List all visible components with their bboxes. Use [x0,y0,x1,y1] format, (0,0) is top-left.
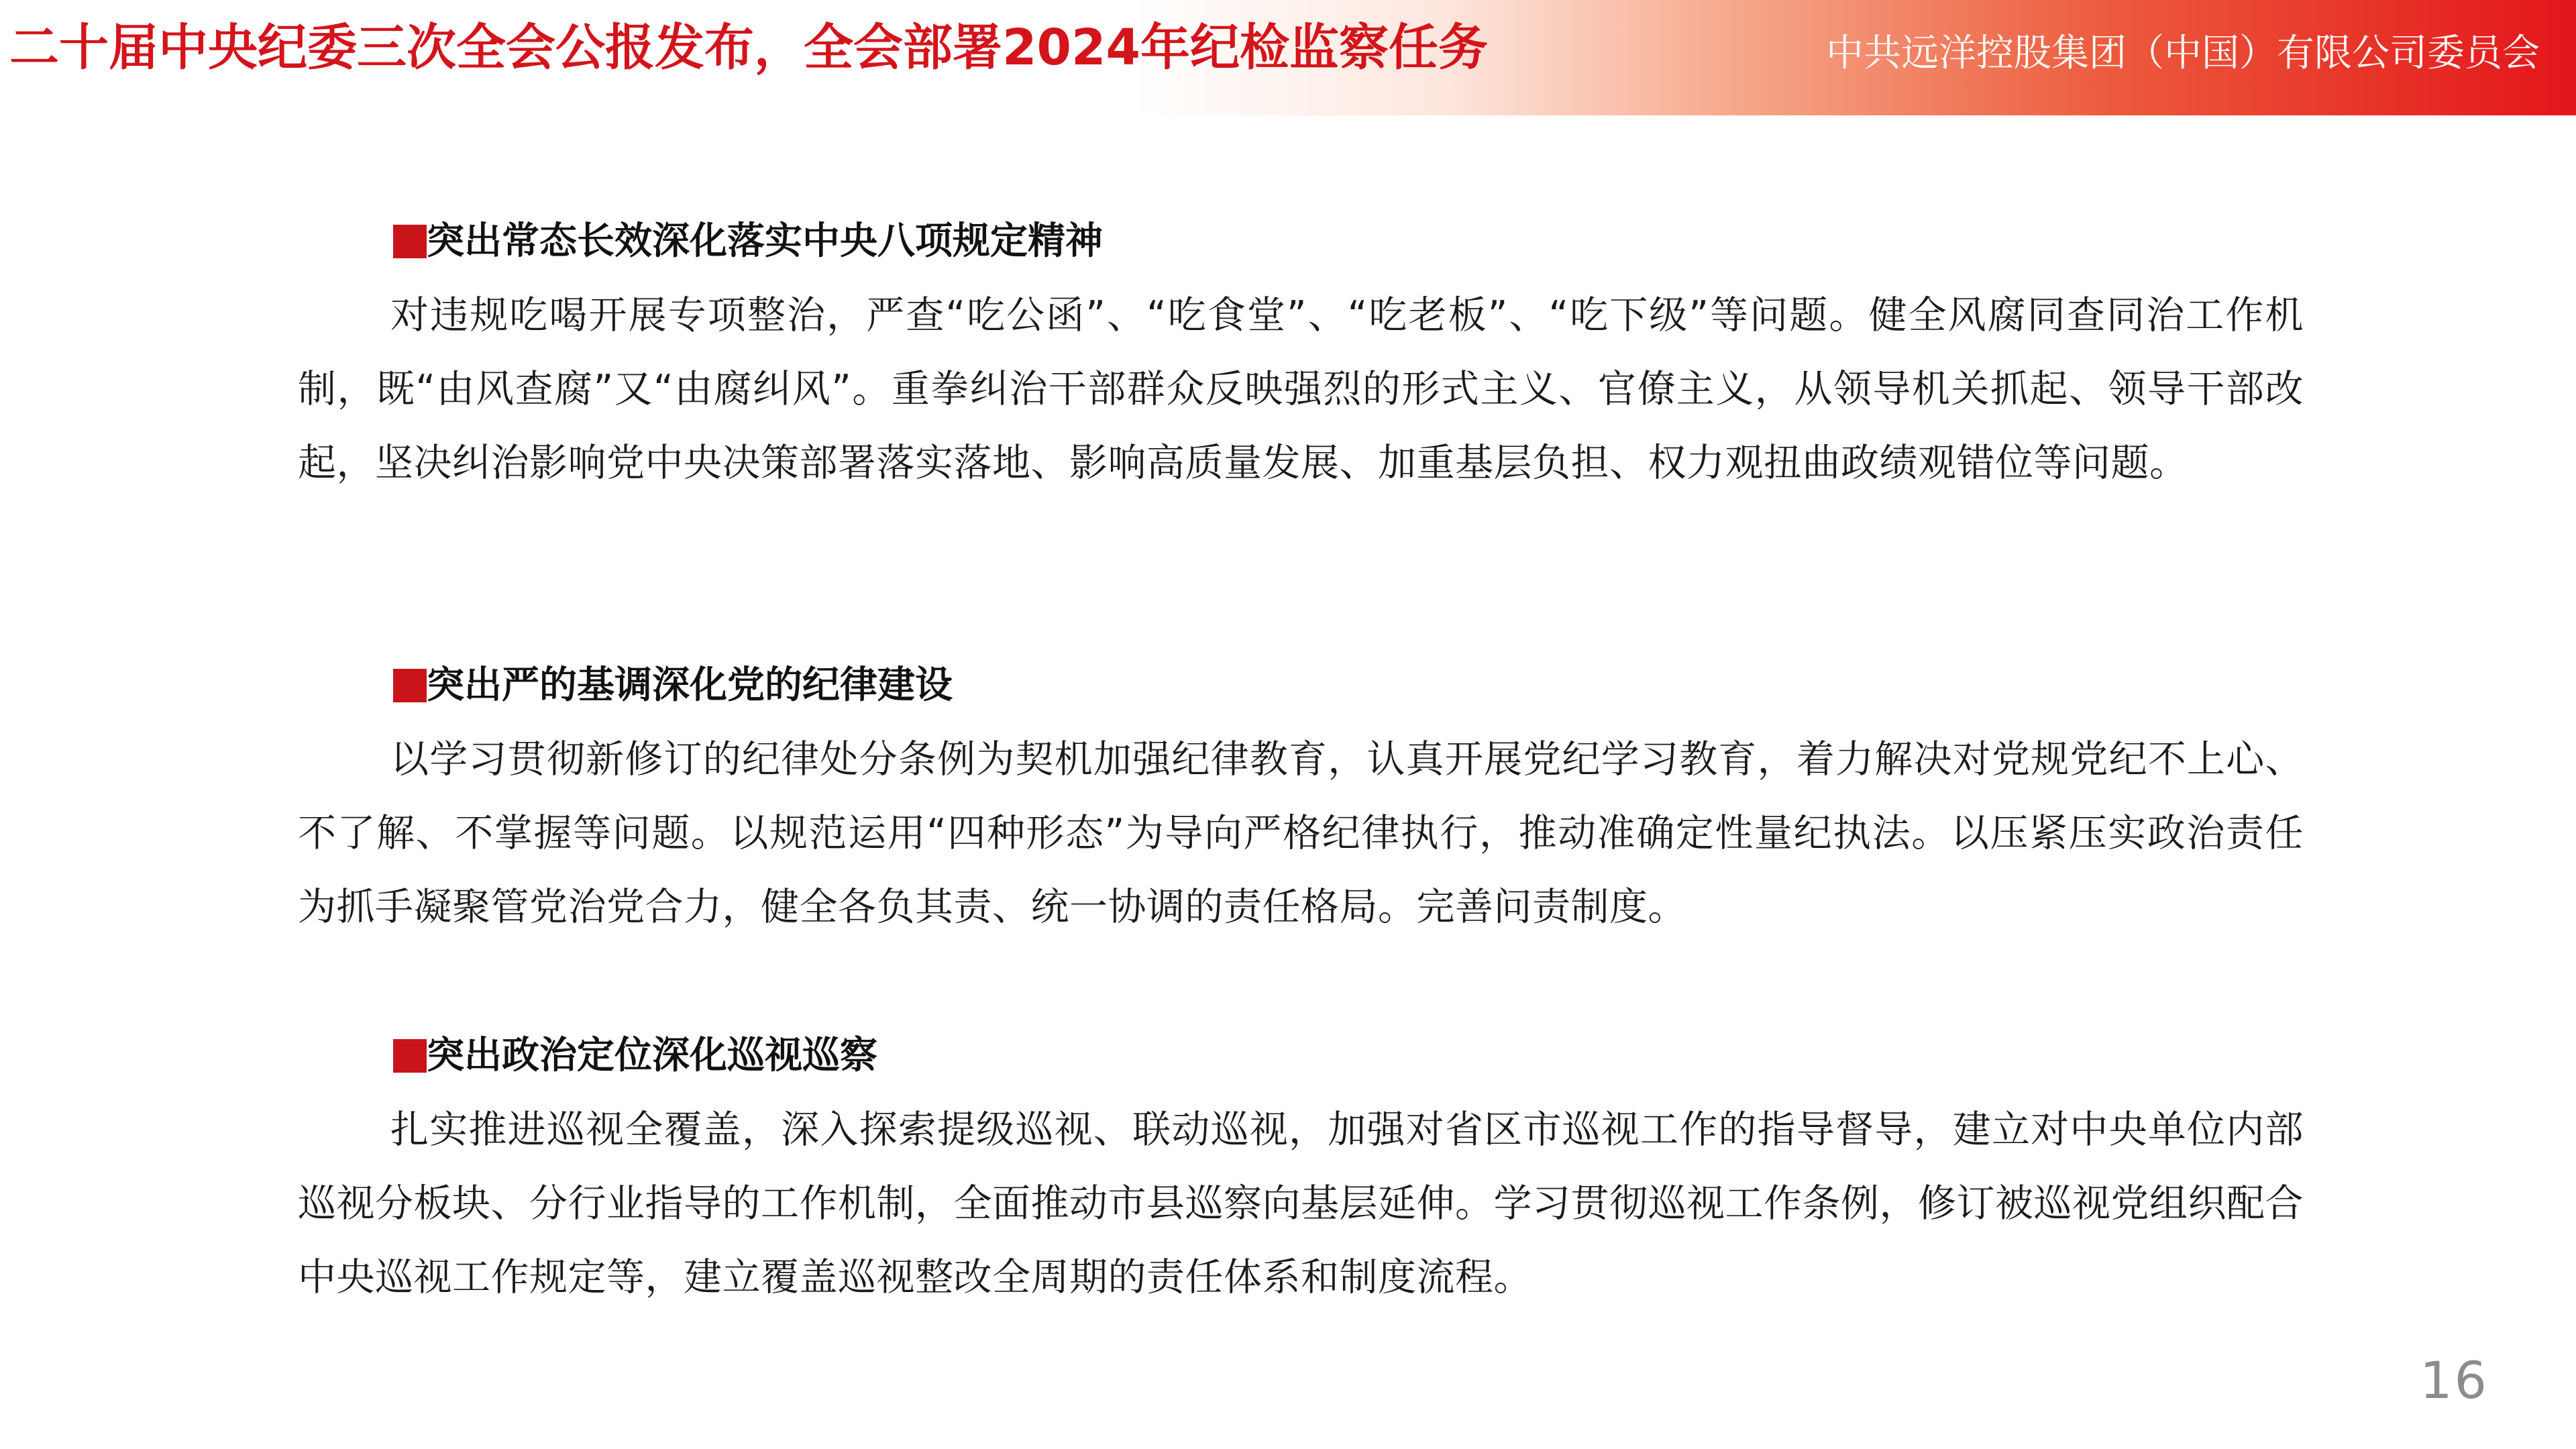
section-heading-text: 突出常态长效深化落实中央八项规定精神 [427,219,1103,263]
section-heading-text: 突出严的基调深化党的纪律建设 [427,663,953,707]
page-number: 16 [2420,1350,2489,1410]
section-3 [298,1019,2304,1314]
section-body: 对违规吃喝开展专项整治，严查“吃公函”、“吃食堂”、“吃老板”、“吃下级”等问题。健全风腐同查同治工作机制，既“由风查腐”又“由腐纠风”。重拳纠治干部群众反映强烈的形式主义、官僚主义，从领导机关抓起、领导干部改起，坚决纠治影响党中央决策部署落实落地、影响高质量发展、加重基层负担、权力观扭曲政绩观错位等问题。 [298,293,2304,485]
red-square-bullet-icon [393,225,427,258]
section-1 [298,205,2304,500]
section-heading [298,649,2304,722]
red-square-bullet-icon [393,669,427,702]
section-heading [298,1019,2304,1093]
organization-name: 中共远洋控股集团（中国）有限公司委员会 [1826,32,2540,75]
section-2 [298,649,2304,944]
section-body: 扎实推进巡视全覆盖，深入探索提级巡视、联动巡视，加强对省区市巡视工作的指导督导，建立对中央单位内部巡视分板块、分行业指导的工作机制，全面推动市县巡察向基层延伸。学习贯彻巡视工作条例，修订被巡视党组织配合中央巡视工作规定等，建立覆盖巡视整改全周期的责任体系和制度流程。 [298,1108,2304,1299]
section-body: 以学习贯彻新修订的纪律处分条例为契机加强纪律教育，认真开展党纪学习教育，着力解决对党规党纪不上心、不了解、不掌握等问题。以规范运用“四种形态”为导向严格纪律执行，推动准确定性量纪执法。以压紧压实政治责任为抓手凝聚管党治党合力，健全各负其责、统一协调的责任格局。完善问责制度。 [298,737,2304,929]
red-square-bullet-icon [393,1039,427,1073]
slide-title: 二十届中央纪委三次全会公报发布，全会部署2024年纪检监察任务 [9,19,1488,76]
section-heading-text: 突出政治定位深化巡视巡察 [427,1034,877,1077]
section-heading [298,205,2304,278]
